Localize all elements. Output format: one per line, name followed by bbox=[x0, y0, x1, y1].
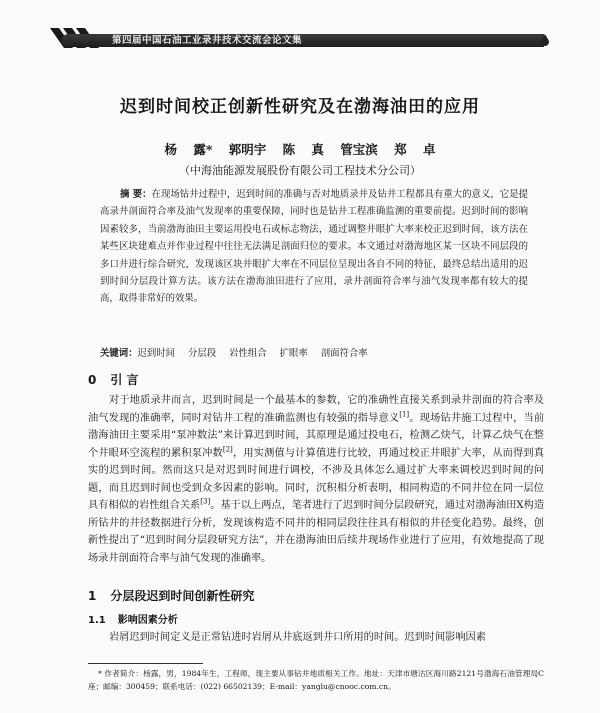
section-title: 分层段迟到时间创新性研究 bbox=[110, 589, 255, 603]
author-list: 杨 露* 郭明宇 陈 真 管宝滨 郑 卓 bbox=[164, 142, 436, 157]
intro-paragraph bbox=[88, 392, 544, 567]
author-footnote: * 作者简介：杨露，男，1984年生，工程师，现主要从事钻井地质相关工作。地址：天津市塘沽区海川路2121号渤海石油管理局C座；邮编：300459；联系电话：(022) 66502139；E-mail：yanglu@cnooc.com.cn。 bbox=[88, 669, 544, 691]
keywords bbox=[100, 345, 540, 362]
subsection-number: 1.1 bbox=[88, 615, 106, 626]
citation[interactable]: [3] bbox=[200, 497, 211, 506]
keyword-item: 岩性组合 bbox=[229, 348, 267, 359]
subsection-paragraph: 岩屑迟到时间定义是正常钻进时岩屑从井底返到井口所用的时间。迟到时间影响因素 bbox=[109, 632, 486, 643]
abstract-label: 摘 要： bbox=[120, 189, 152, 200]
citation[interactable]: [2] bbox=[222, 445, 233, 454]
keywords-label: 关键词： bbox=[100, 348, 138, 359]
subsection-title: 影响因素分析 bbox=[117, 615, 178, 626]
keyword-item: 剖面符合率 bbox=[320, 348, 368, 359]
abstract-text: 在现场钻井过程中，迟到时间的准确与否对地质录井及钻井工程都具有重大的意义，它是提高录井剖面符合率及油气发现率的重要保障，同时也是钻井工程准确监测的重要前提。迟到时间的影响因素较多，当前渤海油田主要运用投电石或标志物法，通过调整井眼扩大率来校正迟到时间，该方法在某些区块建难点并作业过程中往往无法满足剖面归位的要求。本文通过对渤海地区某一区块不同层段的多口井进行综合研究，发现该区块井眼扩大率在不同层位呈现出各自不同的特征，最终总结出适用的迟到时间分层段计算方法。该方法在渤海油田进行了应用，录井剖面符合率与油气发现率都有较大的提高，取得非常好的效果。 bbox=[100, 189, 528, 305]
drop-icon bbox=[540, 33, 550, 47]
section-number: 0 bbox=[88, 373, 97, 387]
abstract bbox=[100, 186, 528, 308]
author-affiliation: （中海油能源发展股份有限公司工程技术分公司） bbox=[179, 164, 421, 177]
footnote-divider bbox=[88, 663, 203, 664]
keyword-item: 扩眼率 bbox=[279, 348, 308, 359]
section-heading-method bbox=[88, 587, 254, 604]
section-number: 1 bbox=[88, 589, 97, 603]
series-title: 第四届中国石油工业录井技术交流会论文集 bbox=[112, 35, 303, 46]
intro-text: 对于地质录井而言，迟到时间是一个最基本的参数，它的准确性直接关系到录井剖面的符合率及油气发现的准确率，同时对钻井工程的准确监测也有较强的指导意义 bbox=[88, 395, 544, 424]
intro-text: 。现场钻井施工过程中，当前渤海油田主要采用“泵冲数法”来计算迟到时间，其原理是通过投电石，检测乙炔气，计算乙炔气在整个井眼环空流程的累积泵冲数 bbox=[88, 412, 545, 459]
subsection-heading bbox=[88, 611, 178, 626]
keyword-item: 分层段 bbox=[188, 348, 217, 359]
intro-text: 。基于以上两点，笔者进行了迟到时间分层段研究，通过对渤海油田X构造所钻井的井径数据进行分析，发现该构造不同井的相同层段往往具有相似的井径变化趋势。最终，创新性提出了“迟到时间分层段研究方法”，并在渤海油田后续井现场作业进行了应用，有效地提高了现场录井剖面符合率与油气发现的准确率。 bbox=[88, 500, 545, 564]
keyword-item: 迟到时间 bbox=[137, 348, 176, 359]
intro-text: ，用实测值与计算值进行比较，再通过校正井眼扩大率，从而得到真实的迟到时间。然而这只是对迟到时间进行调校，不涉及具体怎么通过扩大率来调校迟到时间的问题，而且迟到时间也受到众多因素的影响。同时，沉积相分析表明，相同构造的不同井位在同一层位具有相似的岩性组合关系 bbox=[88, 447, 544, 512]
section-title: 引 言 bbox=[110, 373, 139, 387]
section-heading-intro bbox=[88, 371, 139, 388]
page-title: 迟到时间校正创新性研究及在渤海油田的应用 bbox=[120, 97, 480, 117]
citation[interactable]: [1] bbox=[399, 410, 410, 419]
